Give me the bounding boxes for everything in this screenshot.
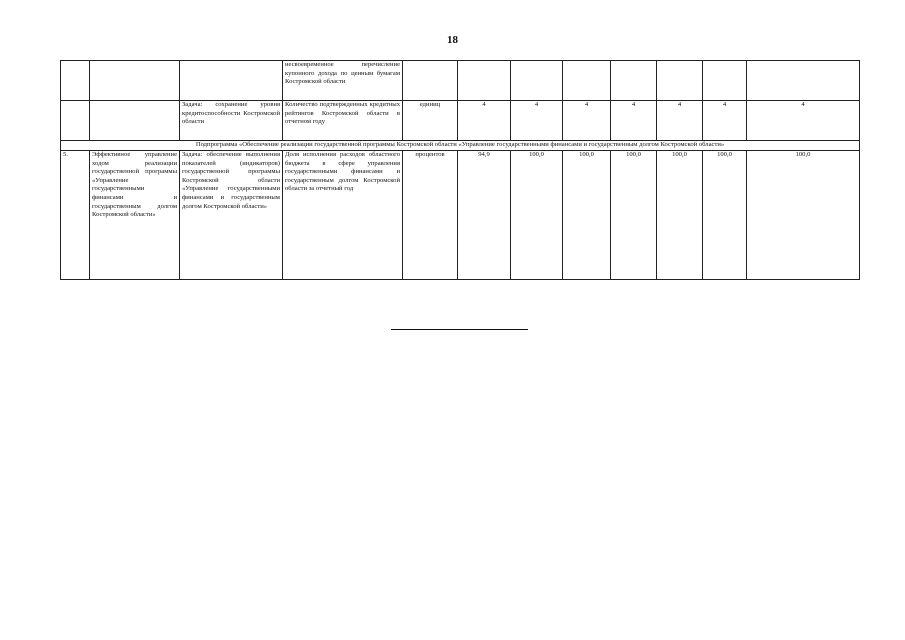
end-rule <box>391 329 528 330</box>
cell-value: 4 <box>458 101 511 141</box>
subprogram-title: Подпрограмма «Обеспечение реализации государственной программы Костромской области «Управление государственными финансами и государственным долгом Костромской области» <box>61 141 860 151</box>
cell-indicator: Доля исполнения расходов областного бюджета в сфере управления государственными финансами и государственным долгом Костромской области за отчетный год <box>283 151 403 280</box>
cell-number: 5. <box>61 151 90 280</box>
cell-number <box>61 101 90 141</box>
cell-value: 100,0 <box>563 151 611 280</box>
cell-task: Задача: сохранение уровня кредитоспособности Костромской области <box>180 101 283 141</box>
cell-value: 100,0 <box>657 151 703 280</box>
cell-value: 100,0 <box>611 151 657 280</box>
cell-task: Задача: обеспечение выполнения показателей (индикаторов) государственной программы Костромской области «Управление государственными финансами и государственным долгом Костромской области» <box>180 151 283 280</box>
cell-value: 4 <box>747 101 860 141</box>
cell-indicator: Количество подтвержденных кредитных рейтингов Костромской области в отчетном году <box>283 101 403 141</box>
table-row <box>61 151 860 280</box>
cell-value: 100,0 <box>747 151 860 280</box>
cell-value <box>458 61 511 101</box>
cell-value: 100,0 <box>511 151 563 280</box>
cell-value <box>703 61 747 101</box>
table-row <box>61 61 860 101</box>
cell-note <box>747 61 860 101</box>
cell-indicator: несвоевременное перечисление купонного дохода по ценным бумагам Костромской области <box>283 61 403 101</box>
cell-value: 4 <box>563 101 611 141</box>
cell-unit: процентов <box>403 151 458 280</box>
cell-goal <box>90 61 180 101</box>
cell-goal: Эффективное управление ходом реализации государственной программы «Управление государственными финансами и государственным долгом Костромской области» <box>90 151 180 280</box>
cell-value: 100,0 <box>703 151 747 280</box>
cell-value <box>611 61 657 101</box>
cell-number <box>61 61 90 101</box>
cell-value: 4 <box>657 101 703 141</box>
subprogram-row <box>61 141 860 151</box>
indicators-table <box>60 60 860 280</box>
cell-value: 4 <box>611 101 657 141</box>
cell-task <box>180 61 283 101</box>
cell-goal <box>90 101 180 141</box>
cell-unit <box>403 61 458 101</box>
cell-value <box>657 61 703 101</box>
cell-value: 94,9 <box>458 151 511 280</box>
cell-value: 4 <box>511 101 563 141</box>
cell-value <box>511 61 563 101</box>
page-number: 18 <box>447 34 458 46</box>
cell-value: 4 <box>703 101 747 141</box>
table-row <box>61 101 860 141</box>
cell-value <box>563 61 611 101</box>
cell-unit: единиц <box>403 101 458 141</box>
